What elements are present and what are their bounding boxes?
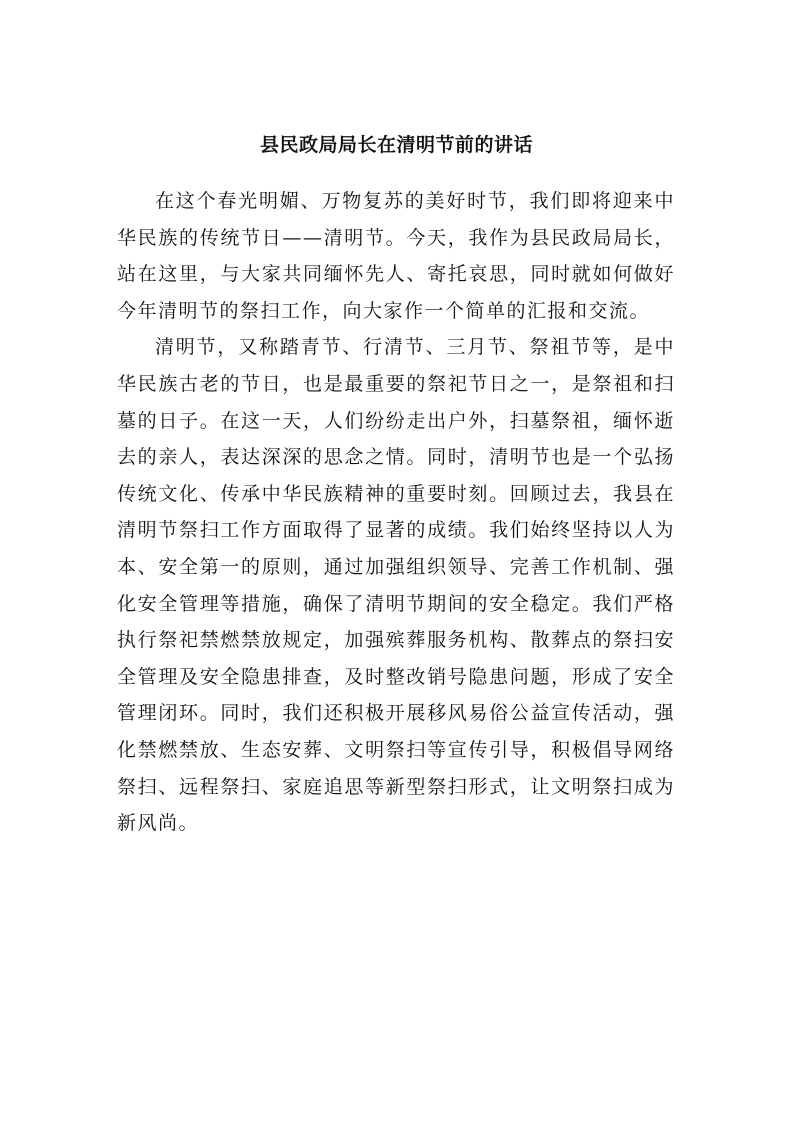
document-title: 县民政局局长在清明节前的讲话: [259, 134, 533, 156]
document-body: [117, 183, 675, 842]
paragraph-qingming: 清明节，又称踏青节、行清节、三月节、祭祖节等，是中华民族古老的节日，也是最重要的祭祀节日之一，是祭祖和扫墓的日子。在这一天，人们纷纷走出户外，扫墓祭祖，缅怀逝去的亲人，表达深深的思念之情。同时，清明节也是一个弘扬传统文化、传承中华民族精神的重要时刻。回顾过去，我县在清明节祭扫工作方面取得了显著的成绩。我们始终坚持以人为本、安全第一的原则，通过加强组织领导、完善工作机制、强化安全管理等措施，确保了清明节期间的安全稳定。我们严格执行祭祀禁燃禁放规定，加强殡葬服务机构、散葬点的祭扫安全管理及安全隐患排查，及时整改销号隐患问题，形成了安全管理闭环。同时，我们还积极开展移风易俗公益宣传活动，强化禁燃禁放、生态安葬、文明祭扫等宣传引导，积极倡导网络祭扫、远程祭扫、家庭追思等新型祭扫形式，让文明祭扫成为新风尚。: [117, 336, 675, 835]
paragraph-intro: 在这个春光明媚、万物复苏的美好时节，我们即将迎来中华民族的传统节日——清明节。今天，我作为县民政局局长，站在这里，与大家共同缅怀先人、寄托哀思，同时就如何做好今年清明节的祭扫工作，向大家作一个简单的汇报和交流。: [117, 190, 675, 322]
